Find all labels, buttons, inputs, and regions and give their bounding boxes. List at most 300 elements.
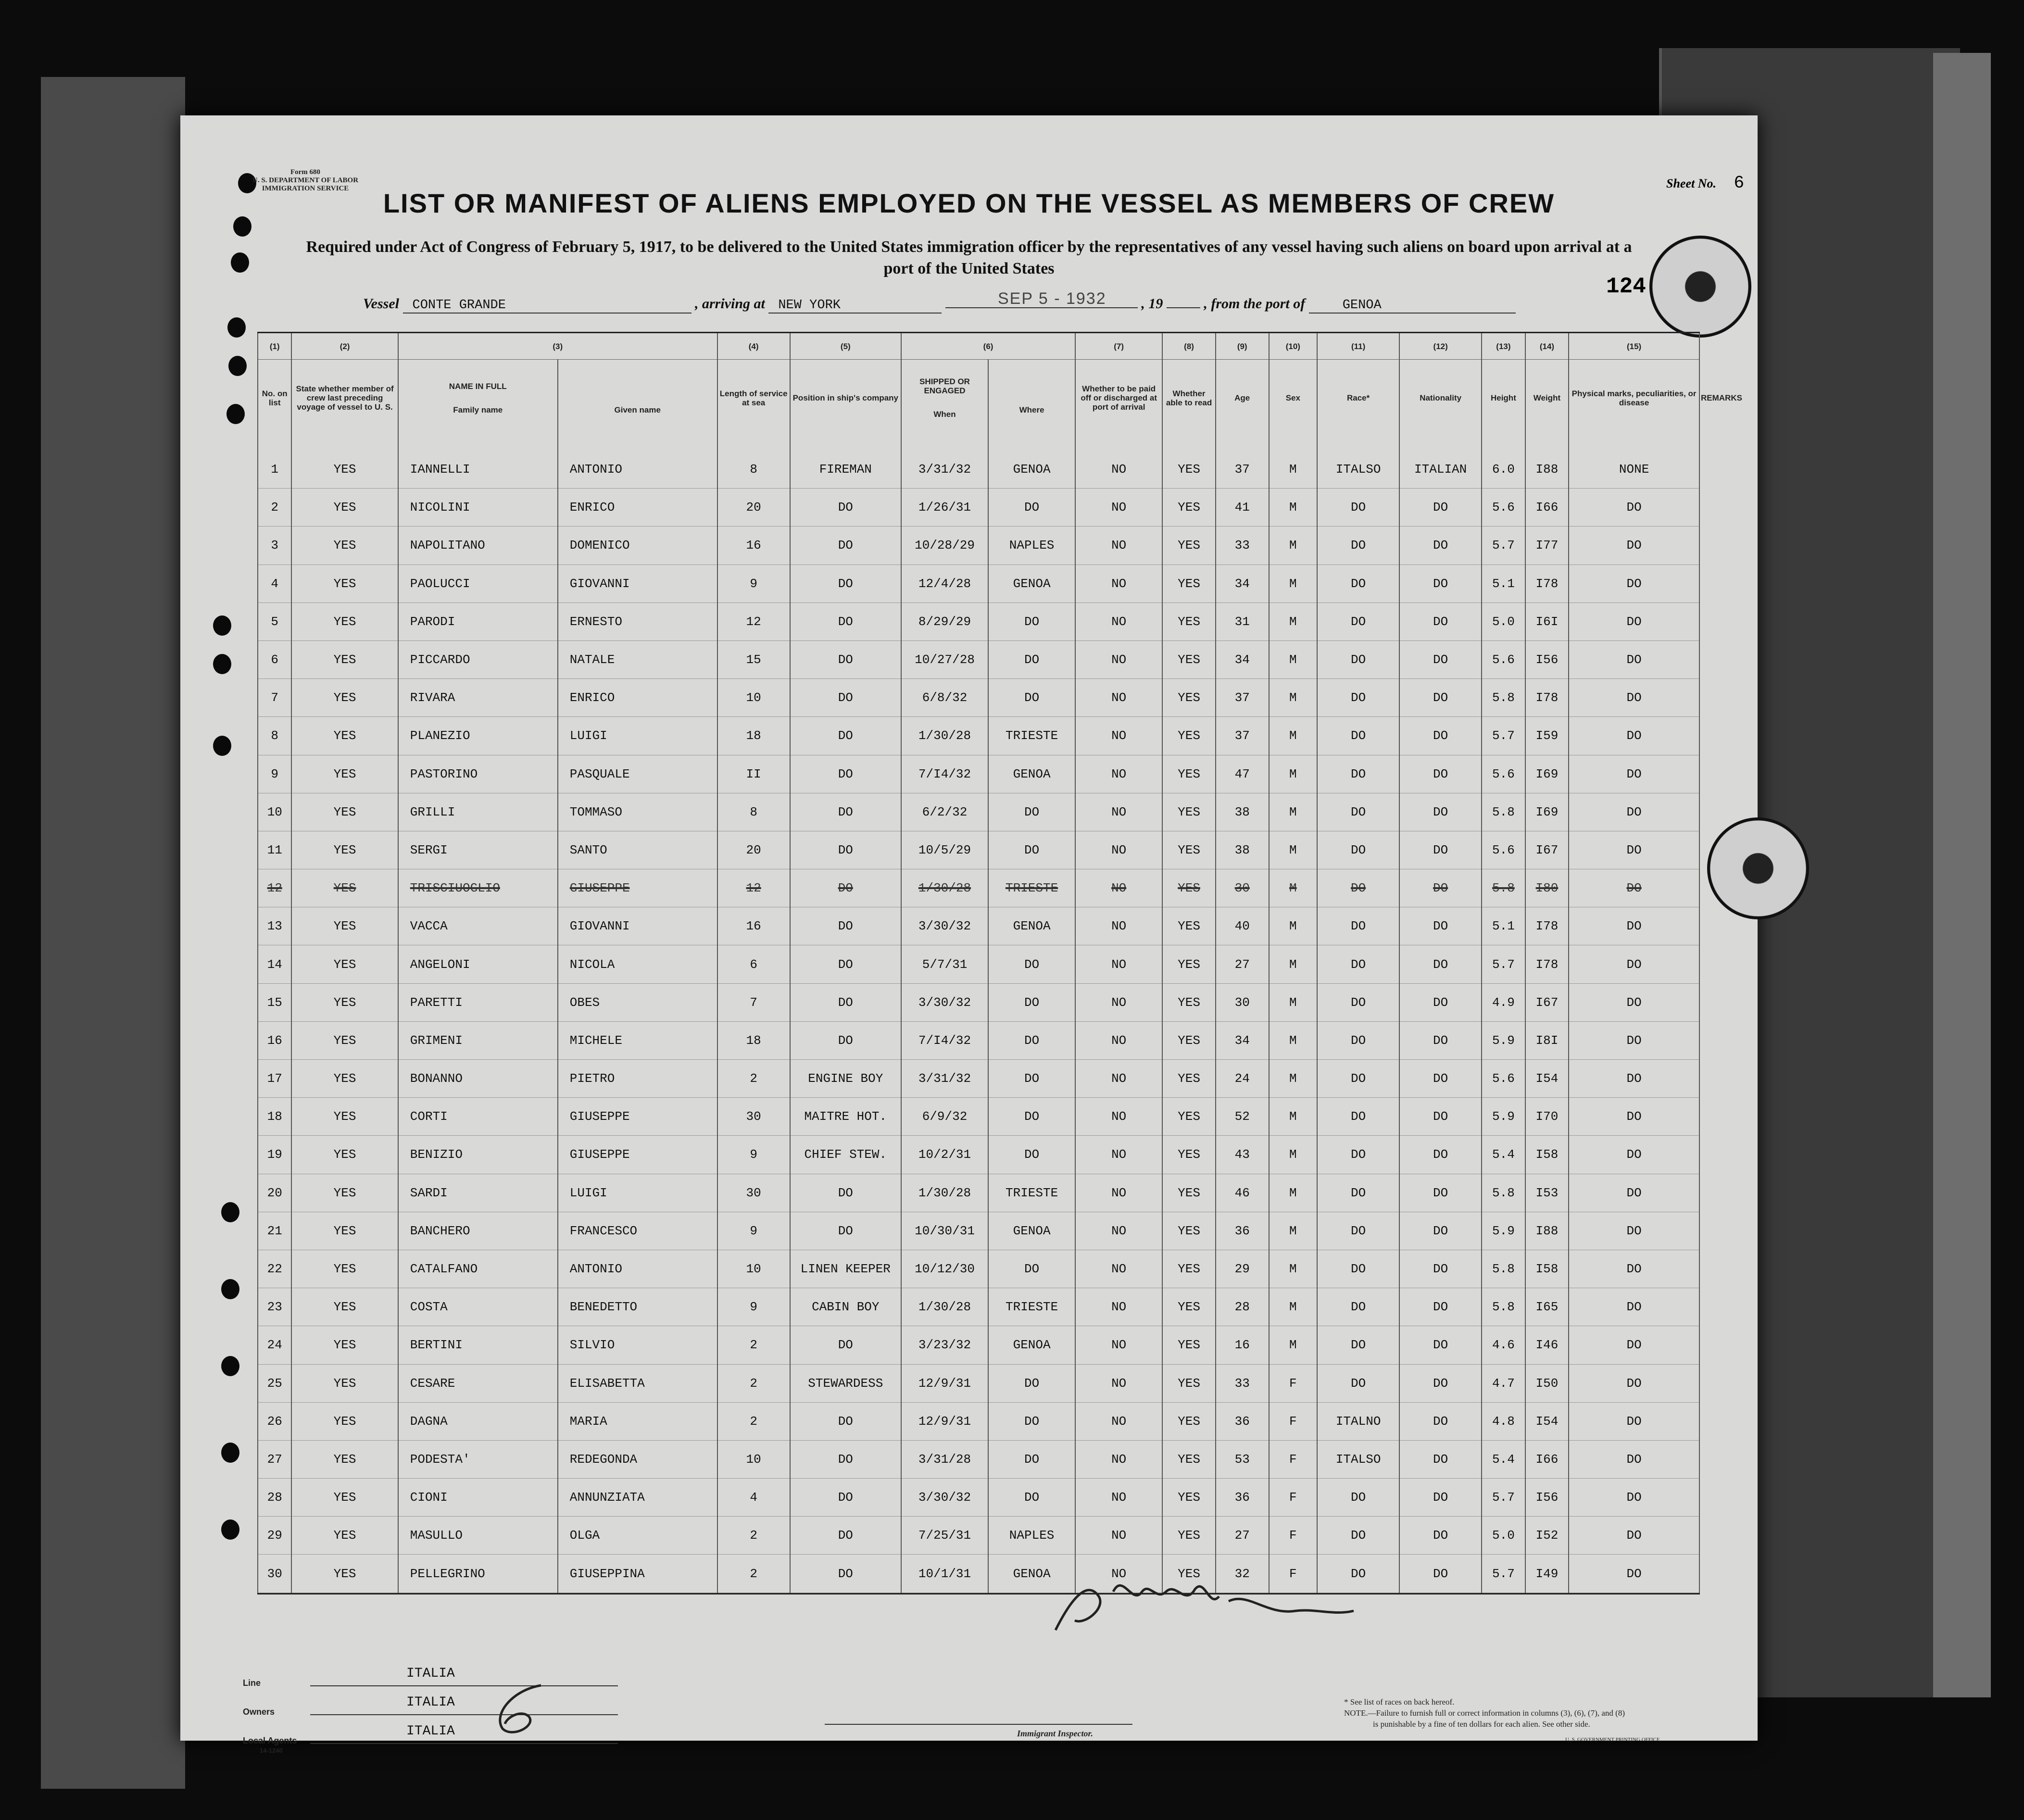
race-cell: DO	[1317, 679, 1399, 717]
weight-cell: I59	[1525, 717, 1569, 755]
nationality-cell: DO	[1399, 1402, 1482, 1440]
row-number-cell: 10	[258, 793, 291, 831]
height-cell: 5.7	[1482, 945, 1525, 983]
given-name-cell: ELISABETTA	[558, 1364, 717, 1402]
form-service: IMMIGRATION SERVICE	[262, 185, 349, 192]
shipped-where-cell: DO	[988, 831, 1075, 869]
given-name-cell: BENEDETTO	[558, 1288, 717, 1326]
height-cell: 5.6	[1482, 831, 1525, 869]
height-cell: 5.6	[1482, 640, 1525, 678]
given-name-cell: OBES	[558, 983, 717, 1021]
nationality-cell: DO	[1399, 1517, 1482, 1555]
table-row	[258, 1136, 1699, 1174]
sex-cell: F	[1269, 1517, 1318, 1555]
col-header-shipped: SHIPPED OR ENGAGED	[919, 377, 970, 395]
able-to-read-cell: YES	[1162, 640, 1216, 678]
race-cell: DO	[1317, 869, 1399, 907]
race-cell: DO	[1317, 1555, 1399, 1593]
race-cell: DO	[1317, 527, 1399, 565]
service-length-cell: 30	[717, 1174, 790, 1212]
table-row	[258, 1517, 1699, 1555]
table-row	[258, 436, 1699, 489]
given-name-cell: NICOLA	[558, 945, 717, 983]
shipped-where-cell: GENOA	[988, 1326, 1075, 1364]
age-cell: 33	[1216, 1364, 1269, 1402]
able-to-read-cell: YES	[1162, 1364, 1216, 1402]
table-row	[258, 1212, 1699, 1250]
position-cell: DO	[790, 945, 901, 983]
family-name-cell: CORTI	[398, 1098, 558, 1136]
col-num-10: (10)	[1269, 333, 1318, 360]
given-name-cell: ERNESTO	[558, 602, 717, 640]
table-row	[258, 983, 1699, 1021]
able-to-read-cell: YES	[1162, 869, 1216, 907]
year-label: , 19	[1141, 296, 1163, 312]
paid-off-cell: NO	[1075, 1174, 1162, 1212]
height-cell: 5.7	[1482, 527, 1525, 565]
given-name-cell: LUIGI	[558, 717, 717, 755]
service-length-cell: 2	[717, 1555, 790, 1593]
requirement-text: Required under Act of Congress of February 5, 1917, to be delivered to the United States immigration officer by the representatives of any vessel having such aliens on board upon arrival at a	[306, 238, 1632, 256]
sex-cell: M	[1269, 640, 1318, 678]
race-cell: DO	[1317, 1060, 1399, 1098]
age-cell: 24	[1216, 1060, 1269, 1098]
shipped-where-cell: DO	[988, 793, 1075, 831]
fine-note-2: is punishable by a fine of ten dollars for each alien. See other side.	[1373, 1720, 1590, 1729]
able-to-read-cell: YES	[1162, 717, 1216, 755]
height-cell: 5.8	[1482, 793, 1525, 831]
race-cell: DO	[1317, 1098, 1399, 1136]
nationality-cell: DO	[1399, 1288, 1482, 1326]
family-name-cell: TRISCIUOGLIO	[398, 869, 558, 907]
given-name-cell: GIUSEPPE	[558, 869, 717, 907]
shipped-when-cell: 3/30/32	[901, 983, 988, 1021]
previous-voyage-cell: YES	[291, 489, 398, 527]
sex-cell: F	[1269, 1440, 1318, 1478]
paid-off-cell: NO	[1075, 1479, 1162, 1517]
given-name-cell: SILVIO	[558, 1326, 717, 1364]
given-name-cell: TOMMASO	[558, 793, 717, 831]
vessel-name: CONTE GRANDE	[403, 298, 691, 314]
physical-marks-cell: DO	[1569, 755, 1699, 793]
family-name-cell: BONANNO	[398, 1060, 558, 1098]
shipped-when-cell: 10/27/28	[901, 640, 988, 678]
race-cell: DO	[1317, 1212, 1399, 1250]
race-cell: DO	[1317, 983, 1399, 1021]
weight-cell: I49	[1525, 1555, 1569, 1593]
previous-voyage-cell: YES	[291, 640, 398, 678]
previous-voyage-cell: YES	[291, 1479, 398, 1517]
age-cell: 30	[1216, 869, 1269, 907]
shipped-where-cell: NAPLES	[988, 527, 1075, 565]
previous-voyage-cell: YES	[291, 1060, 398, 1098]
shipped-where-cell: DO	[988, 983, 1075, 1021]
previous-voyage-cell: YES	[291, 1326, 398, 1364]
given-name-cell: MICHELE	[558, 1021, 717, 1059]
binder-hole	[233, 216, 251, 237]
service-length-cell: 16	[717, 907, 790, 945]
service-length-cell: 8	[717, 436, 790, 489]
height-cell: 4.8	[1482, 1402, 1525, 1440]
race-cell: DO	[1317, 1136, 1399, 1174]
race-cell: DO	[1317, 945, 1399, 983]
shipped-when-cell: 10/30/31	[901, 1212, 988, 1250]
shipped-when-cell: 3/31/32	[901, 436, 988, 489]
able-to-read-cell: YES	[1162, 1136, 1216, 1174]
family-name-cell: DAGNA	[398, 1402, 558, 1440]
sex-cell: M	[1269, 1288, 1318, 1326]
given-name-cell: LUIGI	[558, 1174, 717, 1212]
weight-cell: I70	[1525, 1098, 1569, 1136]
able-to-read-cell: YES	[1162, 436, 1216, 489]
position-cell: DO	[790, 679, 901, 717]
weight-cell: I69	[1525, 793, 1569, 831]
weight-cell: I67	[1525, 983, 1569, 1021]
able-to-read-cell: YES	[1162, 755, 1216, 793]
physical-marks-cell: DO	[1569, 489, 1699, 527]
previous-voyage-cell: YES	[291, 1021, 398, 1059]
race-cell: DO	[1317, 602, 1399, 640]
service-length-cell: 2	[717, 1402, 790, 1440]
race-cell: DO	[1317, 1250, 1399, 1288]
previous-voyage-cell: YES	[291, 1517, 398, 1555]
previous-voyage-cell: YES	[291, 679, 398, 717]
col-num-13: (13)	[1482, 333, 1525, 360]
service-length-cell: 9	[717, 565, 790, 602]
table-row	[258, 1174, 1699, 1212]
given-name-cell: OLGA	[558, 1517, 717, 1555]
height-cell: 4.6	[1482, 1326, 1525, 1364]
race-cell: DO	[1317, 1326, 1399, 1364]
physical-marks-cell: DO	[1569, 793, 1699, 831]
service-length-cell: 10	[717, 1250, 790, 1288]
sex-cell: M	[1269, 755, 1318, 793]
binder-hole	[226, 404, 245, 424]
physical-marks-cell: DO	[1569, 869, 1699, 907]
given-name-cell: GIOVANNI	[558, 907, 717, 945]
service-length-cell: 6	[717, 945, 790, 983]
able-to-read-cell: YES	[1162, 983, 1216, 1021]
line-underline	[310, 1685, 618, 1686]
table-row	[258, 527, 1699, 565]
given-name-cell: GIOVANNI	[558, 565, 717, 602]
shipped-where-cell: DO	[988, 945, 1075, 983]
paid-off-cell: NO	[1075, 831, 1162, 869]
col-header-family-name-label: Family name	[453, 405, 503, 414]
age-cell: 41	[1216, 489, 1269, 527]
footer-form-code: 14-1240	[260, 1747, 283, 1754]
given-name-cell: ENRICO	[558, 679, 717, 717]
paid-off-cell: NO	[1075, 793, 1162, 831]
shipped-where-cell: DO	[988, 1098, 1075, 1136]
age-cell: 47	[1216, 755, 1269, 793]
family-name-cell: COSTA	[398, 1288, 558, 1326]
age-cell: 37	[1216, 717, 1269, 755]
row-number-cell: 7	[258, 679, 291, 717]
weight-cell: I54	[1525, 1402, 1569, 1440]
col-num-11: (11)	[1317, 333, 1399, 360]
nationality-cell: DO	[1399, 1174, 1482, 1212]
weight-cell: I78	[1525, 565, 1569, 602]
position-cell: FIREMAN	[790, 436, 901, 489]
col-header-previous-voyage: State whether member of crew last preceding voyage of vessel to U. S.	[291, 360, 398, 437]
height-cell: 5.1	[1482, 565, 1525, 602]
row-number-cell: 3	[258, 527, 291, 565]
able-to-read-cell: YES	[1162, 1060, 1216, 1098]
physical-marks-cell: DO	[1569, 1021, 1699, 1059]
col-header-physical-marks: Physical marks, peculiarities, or disease	[1569, 360, 1699, 437]
binder-hole	[213, 615, 231, 636]
weight-cell: I58	[1525, 1250, 1569, 1288]
family-name-cell: PASTORINO	[398, 755, 558, 793]
underlying-page-edge	[1933, 53, 1991, 1697]
row-number-cell: 16	[258, 1021, 291, 1059]
row-number-cell: 4	[258, 565, 291, 602]
service-length-cell: 12	[717, 602, 790, 640]
paid-off-cell: NO	[1075, 717, 1162, 755]
shipped-when-cell: 1/30/28	[901, 1288, 988, 1326]
race-cell: DO	[1317, 565, 1399, 602]
service-length-cell: 20	[717, 831, 790, 869]
sex-cell: F	[1269, 1402, 1318, 1440]
shipped-when-cell: 7/25/31	[901, 1517, 988, 1555]
race-cell: DO	[1317, 1021, 1399, 1059]
row-number-cell: 6	[258, 640, 291, 678]
able-to-read-cell: YES	[1162, 1174, 1216, 1212]
from-port-label: , from the port of	[1204, 296, 1306, 312]
height-cell: 5.8	[1482, 869, 1525, 907]
row-number-cell: 23	[258, 1288, 291, 1326]
row-number-cell: 1	[258, 436, 291, 489]
shipped-when-cell: 10/5/29	[901, 831, 988, 869]
nationality-cell: DO	[1399, 602, 1482, 640]
shipped-when-cell: 12/9/31	[901, 1402, 988, 1440]
shipped-when-cell: 12/4/28	[901, 565, 988, 602]
given-name-cell: DOMENICO	[558, 527, 717, 565]
physical-marks-cell: DO	[1569, 602, 1699, 640]
age-cell: 34	[1216, 1021, 1269, 1059]
row-number-cell: 14	[258, 945, 291, 983]
table-row	[258, 1060, 1699, 1098]
sex-cell: M	[1269, 1098, 1318, 1136]
family-name-cell: PLANEZIO	[398, 717, 558, 755]
shipped-when-cell: 1/30/28	[901, 717, 988, 755]
row-number-cell: 28	[258, 1479, 291, 1517]
shipped-where-cell: DO	[988, 1136, 1075, 1174]
position-cell: STEWARDESS	[790, 1364, 901, 1402]
col-header-family-name	[398, 360, 558, 437]
sex-cell: M	[1269, 831, 1318, 869]
table-row	[258, 907, 1699, 945]
height-cell: 5.4	[1482, 1136, 1525, 1174]
owners-value: ITALIA	[406, 1695, 455, 1710]
physical-marks-cell: DO	[1569, 907, 1699, 945]
shipped-when-cell: 6/9/32	[901, 1098, 988, 1136]
shipped-where-cell: TRIESTE	[988, 717, 1075, 755]
table-row	[258, 1098, 1699, 1136]
position-cell: DO	[790, 1479, 901, 1517]
agents-value: ITALIA	[406, 1724, 455, 1739]
paid-off-cell: NO	[1075, 755, 1162, 793]
family-name-cell: PARODI	[398, 602, 558, 640]
row-number-cell: 20	[258, 1174, 291, 1212]
sheet-number-label: Sheet No.	[1666, 176, 1716, 190]
shipped-when-cell: 1/30/28	[901, 869, 988, 907]
previous-voyage-cell: YES	[291, 717, 398, 755]
previous-voyage-cell: YES	[291, 907, 398, 945]
weight-cell: I56	[1525, 1479, 1569, 1517]
line-value: ITALIA	[406, 1666, 455, 1681]
height-cell: 5.9	[1482, 1098, 1525, 1136]
family-name-cell: SARDI	[398, 1174, 558, 1212]
row-number-cell: 15	[258, 983, 291, 1021]
shipped-where-cell: DO	[988, 1021, 1075, 1059]
shipped-when-cell: 3/30/32	[901, 1479, 988, 1517]
col-num-7: (7)	[1075, 333, 1162, 360]
race-cell: DO	[1317, 1288, 1399, 1326]
crew-table: (1) (2) (3) (4) (5) (6) (7) (8) (9) (10) (11) (12) (13) (14) (15) No. on list State whether member of crew last preceding voyage of vessel to U. S. NAME IN FULL Family name Given name Length of service at sea Position in ship's company SHIPPED OR ENGAGED When Where Whether to be paid off or discharged at port of arrival Whether able to read Age Sex Race* Nationality Height Weight Physical marks, peculiarities, or disease REMARKS 1 YES IANNELLI ANTONIO 8 FIREMAN 3/31/32 GENOA NO YES 37 M ITALSO ITALIAN 6.0 I88 NONE 2 YES NICOLINI ENRICO 20 DO 1/26/31 DO NO YES 41 M DO DO 5.6 I66 DO 3 YES NAPOLITANO DOMENICO 16 DO 10/28/29 NAPLES NO YES 33 M DO DO 5.7 I77 DO 4 YES PAOLUCCI GIOVANNI 9 DO 12/4/28 GENOA NO YES 34 M DO DO 5.1 I78 DO 5 YES PARODI ERNESTO 12 DO 8/29/29 DO NO YES 31 M DO DO 5.0 I6I DO 6 YES PICCARDO NATALE 15 DO 10/27/28 DO NO YES 34 M DO DO 5.6 I56 DO 7 YES RIVARA ENRICO 10 DO 6/8/32 DO NO YES 37 M DO DO 5.8 I78 DO 8 YES PLANEZIO LUIGI 18 DO 1/30/28 TRIESTE NO YES 37 M DO DO 5.7 I59 DO 9 YES PASTORINO PASQUALE II DO 7/I4/32 GENOA NO YES 47 M DO DO 5.6 I69 DO 10 YES GRILLI TOMMASO 8 DO 6/2/32 DO NO YES 38 M DO DO 5.8 I69 DO 11 YES SERGI SANTO 20 DO 10/5/29 DO NO YES 38 M DO DO 5.6 I67 DO 12 YES TRISCIUOGLIO GIUSEPPE 12 DO 1/30/28 TRIESTE NO YES 30 M DO DO 5.8 I80 DO 13 YES VACCA GIOVANNI 16 DO 3/30/32 GENOA NO YES 40 M DO DO 5.1 I78 DO 14 YES ANGELONI NICOLA 6 DO 5/7/31 DO NO YES 27 M DO DO 5.7 I78 DO 15 YES PARETTI OBES 7 DO 3/30/32 DO NO YES 30 M DO DO 4.9 I67 DO 16 YES GRIMENI MICHELE 18 DO 7/I4/32 DO NO YES 34 M DO DO 5.9 I8I DO 17 YES BONANNO PIETRO 2 ENGINE BOY 3/31/32 DO NO YES 24 M DO DO 5.6 I54 DO 18 YES CORTI GIUSEPPE 30 MAITRE HOT. 6/9/32 DO NO YES 52 M DO DO 5.9 I70 DO 19 YES BENIZIO GIUSEPPE 9 CHIEF STEW. 10/2/31 DO NO YES 43 M DO DO 5.4 I58 DO 20 YES SARDI LUIGI 30 DO 1/30/28 TRIESTE NO YES 46 M DO DO 5.8 I53 DO 21 YES BANCHERO FRANCESCO 9 DO 10/30/31 GENOA NO YES 36 M DO DO 5.9 I88 DO 22 YES CATALFANO ANTONIO 10 LINEN KEEPER 10/12/30 DO NO YES 29 M DO DO 5.8 I58 DO 23 YES COSTA BENEDETTO 9 CABIN BOY 1/30/28 TRIESTE NO YES 28 M DO DO 5.8 I65 DO 24 YES BERTINI SILVIO 2 DO 3/23/32 GENOA NO YES 16 M DO DO 4.6 I46 DO 25 YES CESARE ELISABETTA 2 STEWARDESS 12/9/31 DO NO YES 33 F DO DO 4.7 I50 DO 26 YES DAGNA MARIA 2 DO 12/9/31 DO NO YES 36 F ITALNO DO 4.8 I54 DO 27 YES PODESTA' REDEGONDA 10 DO 3/31/28 DO NO YES 53 F ITALSO DO 5.4 I66 DO 28 YES CIONI ANNUNZIATA 4 DO 3/30/32 DO NO YES 36 F DO DO 5.7 I56 DO 29 YES MASULLO OLGA 2 DO 7/25/31 NAPLES NO YES 27 F DO DO 5.0 I52 DO 30 YES PELLEGRINO GIUSEPPINA 2 DO 10/1/31 GENOA NO YES 32 F DO DO 5.7 I49 DO	[257, 333, 1700, 1593]
col-header-position: Position in ship's company	[790, 360, 901, 437]
race-cell: DO	[1317, 907, 1399, 945]
weight-cell: I56	[1525, 640, 1569, 678]
shipped-when-cell: 5/7/31	[901, 945, 988, 983]
position-cell: DO	[790, 793, 901, 831]
row-number-cell: 26	[258, 1402, 291, 1440]
table-row	[258, 717, 1699, 755]
physical-marks-cell: DO	[1569, 679, 1699, 717]
age-cell: 36	[1216, 1212, 1269, 1250]
nationality-cell: DO	[1399, 527, 1482, 565]
weight-cell: I58	[1525, 1136, 1569, 1174]
row-number-cell: 5	[258, 602, 291, 640]
fine-note: NOTE.—Failure to furnish full or correct information in columns (3), (6), (7), and (8)	[1344, 1708, 1625, 1718]
position-cell: DO	[790, 1555, 901, 1593]
col-num-6: (6)	[901, 333, 1075, 360]
paid-off-cell: NO	[1075, 1021, 1162, 1059]
age-cell: 34	[1216, 565, 1269, 602]
race-cell: ITALNO	[1317, 1402, 1399, 1440]
sex-cell: M	[1269, 1136, 1318, 1174]
height-cell: 6.0	[1482, 436, 1525, 489]
family-name-cell: PARETTI	[398, 983, 558, 1021]
shipped-when-cell: 7/I4/32	[901, 1021, 988, 1059]
shipped-where-cell: GENOA	[988, 907, 1075, 945]
table-row	[258, 755, 1699, 793]
shipped-when-cell: 10/12/30	[901, 1250, 988, 1288]
paid-off-cell: NO	[1075, 1517, 1162, 1555]
position-cell: DO	[790, 640, 901, 678]
shipped-where-cell: DO	[988, 1060, 1075, 1098]
arriving-port: NEW YORK	[768, 298, 942, 314]
row-number-cell: 17	[258, 1060, 291, 1098]
col-num-4: (4)	[717, 333, 790, 360]
previous-voyage-cell: YES	[291, 831, 398, 869]
height-cell: 5.0	[1482, 1517, 1525, 1555]
col-header-height: Height	[1482, 360, 1525, 437]
service-length-cell: 2	[717, 1517, 790, 1555]
nationality-cell: DO	[1399, 489, 1482, 527]
col-num-1: (1)	[258, 333, 291, 360]
previous-voyage-cell: YES	[291, 1136, 398, 1174]
weight-cell: I65	[1525, 1288, 1569, 1326]
weight-cell: I53	[1525, 1174, 1569, 1212]
weight-cell: I77	[1525, 527, 1569, 565]
service-length-cell: 2	[717, 1364, 790, 1402]
weight-cell: I52	[1525, 1517, 1569, 1555]
col-header-given-name-label: Given name	[614, 405, 661, 414]
paid-off-cell: NO	[1075, 527, 1162, 565]
binder-hole	[221, 1443, 239, 1463]
physical-marks-cell: DO	[1569, 831, 1699, 869]
col-header-when-label: When	[933, 410, 956, 419]
paid-off-cell: NO	[1075, 983, 1162, 1021]
position-cell: CHIEF STEW.	[790, 1136, 901, 1174]
row-number-cell: 13	[258, 907, 291, 945]
nationality-cell: DO	[1399, 869, 1482, 907]
previous-voyage-cell: YES	[291, 1555, 398, 1593]
shipped-where-cell: GENOA	[988, 1212, 1075, 1250]
col-header-age: Age	[1216, 360, 1269, 437]
family-name-cell: RIVARA	[398, 679, 558, 717]
col-header-where-label: Where	[1019, 405, 1044, 414]
paid-off-cell: NO	[1075, 1212, 1162, 1250]
table-row	[258, 1440, 1699, 1478]
age-cell: 33	[1216, 527, 1269, 565]
able-to-read-cell: YES	[1162, 793, 1216, 831]
paid-off-cell: NO	[1075, 1364, 1162, 1402]
previous-voyage-cell: YES	[291, 1212, 398, 1250]
sex-cell: M	[1269, 1250, 1318, 1288]
table-row	[258, 679, 1699, 717]
physical-marks-cell: DO	[1569, 640, 1699, 678]
physical-marks-cell: DO	[1569, 1364, 1699, 1402]
form-department: U. S. DEPARTMENT OF LABOR	[252, 176, 359, 184]
previous-voyage-cell: YES	[291, 1250, 398, 1288]
nationality-cell: DO	[1399, 1440, 1482, 1478]
sex-cell: F	[1269, 1479, 1318, 1517]
sex-cell: M	[1269, 565, 1318, 602]
height-cell: 5.0	[1482, 602, 1525, 640]
height-cell: 5.6	[1482, 755, 1525, 793]
nationality-cell: DO	[1399, 907, 1482, 945]
paid-off-cell: NO	[1075, 436, 1162, 489]
height-cell: 5.8	[1482, 1250, 1525, 1288]
race-cell: DO	[1317, 793, 1399, 831]
form-number: Form 680	[290, 168, 321, 176]
paid-off-cell: NO	[1075, 489, 1162, 527]
age-cell: 37	[1216, 679, 1269, 717]
nationality-cell: DO	[1399, 1555, 1482, 1593]
family-name-cell: NICOLINI	[398, 489, 558, 527]
shipped-where-cell: TRIESTE	[988, 1174, 1075, 1212]
row-number-cell: 12	[258, 869, 291, 907]
given-name-cell: ANNUNZIATA	[558, 1479, 717, 1517]
given-name-cell: ENRICO	[558, 489, 717, 527]
able-to-read-cell: YES	[1162, 1021, 1216, 1059]
weight-cell: I78	[1525, 945, 1569, 983]
row-number-cell: 24	[258, 1326, 291, 1364]
position-cell: DO	[790, 755, 901, 793]
position-cell: DO	[790, 602, 901, 640]
handwritten-six	[483, 1681, 551, 1738]
service-length-cell: 20	[717, 489, 790, 527]
paid-off-cell: NO	[1075, 1060, 1162, 1098]
able-to-read-cell: YES	[1162, 1212, 1216, 1250]
family-name-cell: ANGELONI	[398, 945, 558, 983]
weight-cell: I50	[1525, 1364, 1569, 1402]
crew-table-frame	[257, 332, 1742, 1594]
family-name-cell: MASULLO	[398, 1517, 558, 1555]
